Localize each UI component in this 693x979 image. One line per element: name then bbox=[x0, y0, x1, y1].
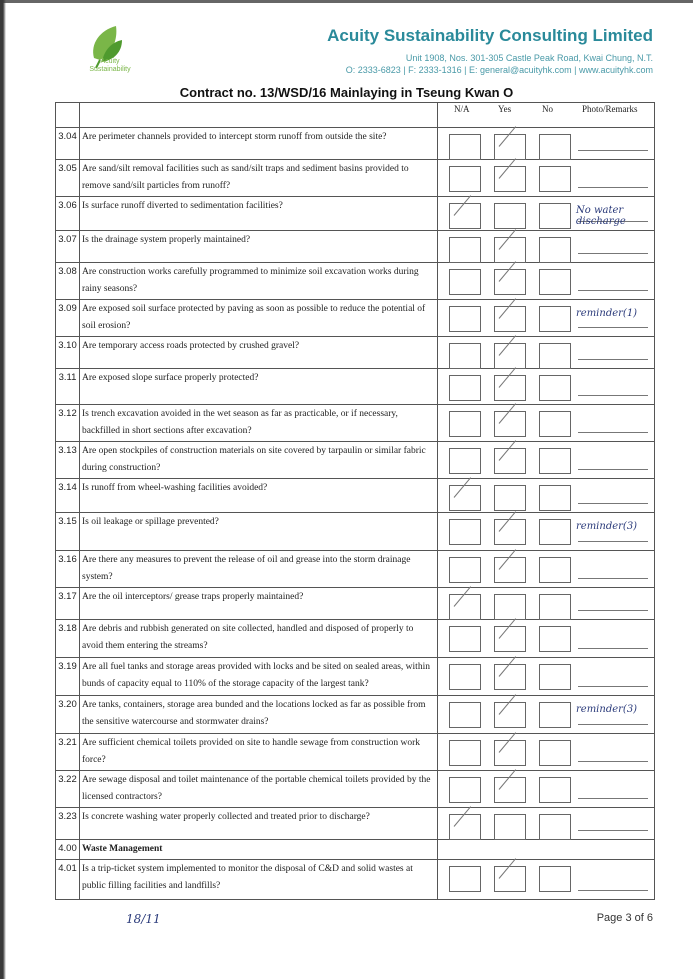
table-row bbox=[56, 128, 655, 160]
tick-mark-icon bbox=[495, 238, 525, 262]
item-question: Are all fuel tanks and storage areas provided with locks and be sited on sealed areas, within bunds of capacity equal to 110% of the storage capacity of the largest tank? bbox=[80, 658, 438, 696]
remarks-line bbox=[578, 541, 648, 542]
company-address bbox=[346, 52, 653, 76]
checkbox-yes[interactable] bbox=[494, 777, 526, 803]
item-number: 3.06 bbox=[56, 197, 80, 231]
checkbox-yes[interactable] bbox=[494, 866, 526, 892]
tick-mark-icon bbox=[495, 867, 525, 891]
remarks-line bbox=[578, 150, 648, 151]
item-number: 3.09 bbox=[56, 300, 80, 337]
checkbox-no[interactable] bbox=[539, 306, 571, 332]
checkbox-no[interactable] bbox=[539, 702, 571, 728]
item-question: Are exposed slope surface properly protected? bbox=[80, 369, 438, 405]
header-no: No bbox=[542, 104, 553, 114]
checkbox-yes[interactable] bbox=[494, 664, 526, 690]
checkbox-yes[interactable] bbox=[494, 343, 526, 369]
tick-mark-icon bbox=[450, 815, 480, 839]
logo-text-line-2: Sustainability bbox=[89, 66, 131, 73]
checkbox-no[interactable] bbox=[539, 664, 571, 690]
tick-mark-icon bbox=[495, 778, 525, 802]
remarks-line bbox=[578, 327, 648, 328]
header-num bbox=[56, 103, 80, 128]
page-number: Page 3 of 6 bbox=[596, 912, 653, 924]
answer-cell bbox=[438, 620, 655, 658]
table-row bbox=[56, 263, 655, 300]
scan-edge bbox=[0, 0, 693, 3]
logo-text bbox=[80, 58, 140, 74]
table-row bbox=[56, 479, 655, 513]
checkbox-na[interactable] bbox=[449, 664, 481, 690]
section-title: Waste Management bbox=[80, 840, 438, 860]
checkbox-no[interactable] bbox=[539, 485, 571, 511]
table-row bbox=[56, 588, 655, 620]
checkbox-na[interactable] bbox=[449, 375, 481, 401]
item-number: 3.04 bbox=[56, 128, 80, 160]
tick-mark-icon bbox=[450, 204, 480, 228]
tick-mark-icon bbox=[495, 703, 525, 727]
item-question: Is runoff from wheel-washing facilities avoided? bbox=[80, 479, 438, 513]
tick-mark-icon bbox=[495, 665, 525, 689]
checkbox-na[interactable] bbox=[449, 626, 481, 652]
table-row bbox=[56, 551, 655, 588]
answer-cell bbox=[438, 551, 655, 588]
checkbox-yes[interactable] bbox=[494, 134, 526, 160]
checkbox-na[interactable] bbox=[449, 134, 481, 160]
table-row bbox=[56, 231, 655, 263]
tick-mark-icon bbox=[495, 558, 525, 582]
remarks-line bbox=[578, 395, 648, 396]
tick-mark-icon bbox=[495, 376, 525, 400]
remarks-line bbox=[578, 761, 648, 762]
checkbox-no[interactable] bbox=[539, 557, 571, 583]
checkbox-na[interactable] bbox=[449, 702, 481, 728]
tick-mark-icon bbox=[450, 595, 480, 619]
item-question: Are sand/silt removal facilities such as sand/silt traps and sediment basins provided to remove sand/silt particles from runoff? bbox=[80, 160, 438, 197]
scan-shadow bbox=[0, 0, 20, 979]
checkbox-na[interactable] bbox=[449, 485, 481, 511]
checkbox-yes[interactable] bbox=[494, 740, 526, 766]
handwritten-remark: reminder(3) bbox=[576, 521, 638, 532]
item-question: Are the oil interceptors/ grease traps properly maintained? bbox=[80, 588, 438, 620]
item-number: 3.11 bbox=[56, 369, 80, 405]
item-number: 3.21 bbox=[56, 734, 80, 771]
table-row bbox=[56, 860, 655, 900]
contact-line: O: 2333-6823 | F: 2333-1316 | E: general@acuityhk.com | www.acuityhk.com bbox=[345, 65, 653, 75]
checkbox-yes[interactable] bbox=[494, 519, 526, 545]
table-row bbox=[56, 771, 655, 808]
item-number: 3.23 bbox=[56, 808, 80, 840]
checklist-table bbox=[55, 102, 655, 900]
answer-cell bbox=[438, 300, 655, 337]
answer-cell bbox=[438, 860, 655, 900]
checkbox-na[interactable] bbox=[449, 814, 481, 840]
tick-mark-icon bbox=[495, 412, 525, 436]
checkbox-na[interactable] bbox=[449, 519, 481, 545]
item-question: Are there any measures to prevent the release of oil and grease into the storm drainage system? bbox=[80, 551, 438, 588]
answer-cell bbox=[438, 808, 655, 840]
item-question: Is oil leakage or spillage prevented? bbox=[80, 513, 438, 551]
checkbox-yes[interactable] bbox=[494, 269, 526, 295]
answer-cell bbox=[438, 128, 655, 160]
table-row bbox=[56, 696, 655, 734]
answer-cell bbox=[438, 160, 655, 197]
tick-mark-icon bbox=[495, 270, 525, 294]
checkbox-no[interactable] bbox=[539, 626, 571, 652]
checkbox-yes[interactable] bbox=[494, 814, 526, 840]
checkbox-no[interactable] bbox=[539, 740, 571, 766]
table-row bbox=[56, 197, 655, 231]
remarks-line bbox=[578, 253, 648, 254]
checkbox-na[interactable] bbox=[449, 866, 481, 892]
table-row bbox=[56, 442, 655, 479]
handwritten-remark: reminder(1) bbox=[576, 308, 638, 319]
header-na: N/A bbox=[454, 104, 470, 114]
item-number: 4.00 bbox=[56, 840, 80, 860]
checkbox-na[interactable] bbox=[449, 411, 481, 437]
remarks-line bbox=[578, 610, 648, 611]
checkbox-no[interactable] bbox=[539, 375, 571, 401]
item-number: 3.07 bbox=[56, 231, 80, 263]
answer-cell bbox=[438, 369, 655, 405]
remarks-line bbox=[578, 724, 648, 725]
item-question: Is concrete washing water properly collected and treated prior to discharge? bbox=[80, 808, 438, 840]
item-number: 3.12 bbox=[56, 405, 80, 442]
checkbox-no[interactable] bbox=[539, 203, 571, 229]
remarks-line bbox=[578, 686, 648, 687]
item-question: Are sufficient chemical toilets provided on site to handle sewage from construction work force? bbox=[80, 734, 438, 771]
item-question: Is the drainage system properly maintained? bbox=[80, 231, 438, 263]
item-number: 3.08 bbox=[56, 263, 80, 300]
item-question: Are exposed soil surface protected by paving as soon as possible to reduce the potential of soil erosion? bbox=[80, 300, 438, 337]
item-question: Are tanks, containers, storage area bunded and the locations locked as far as possible from the sensitive watercourse and stormwater drains? bbox=[80, 696, 438, 734]
remarks-line bbox=[578, 830, 648, 831]
table-row bbox=[56, 337, 655, 369]
item-question: Are debris and rubbish generated on site collected, handled and disposed of properly to avoid them entering the streams? bbox=[80, 620, 438, 658]
checkbox-yes[interactable] bbox=[494, 702, 526, 728]
item-number: 3.13 bbox=[56, 442, 80, 479]
contract-title: Contract no. 13/WSD/16 Mainlaying in Tseung Kwan O bbox=[179, 85, 514, 100]
answer-cell bbox=[438, 734, 655, 771]
table-row bbox=[56, 734, 655, 771]
table-row bbox=[56, 808, 655, 840]
table-row bbox=[56, 160, 655, 197]
checkbox-na[interactable] bbox=[449, 166, 481, 192]
answer-cell bbox=[438, 658, 655, 696]
table-row bbox=[56, 620, 655, 658]
tick-mark-icon bbox=[495, 741, 525, 765]
checkbox-yes[interactable] bbox=[494, 166, 526, 192]
tick-mark-icon bbox=[495, 307, 525, 331]
header-remarks: Photo/Remarks bbox=[582, 104, 638, 114]
table-row bbox=[56, 369, 655, 405]
checkbox-no[interactable] bbox=[539, 448, 571, 474]
item-question: Is surface runoff diverted to sedimentation facilities? bbox=[80, 197, 438, 231]
table-row bbox=[56, 405, 655, 442]
checkbox-no[interactable] bbox=[539, 519, 571, 545]
tick-mark-icon bbox=[495, 449, 525, 473]
remarks-line bbox=[578, 798, 648, 799]
checkbox-yes[interactable] bbox=[494, 375, 526, 401]
checkbox-na[interactable] bbox=[449, 557, 481, 583]
checkbox-na[interactable] bbox=[449, 269, 481, 295]
item-number: 3.10 bbox=[56, 337, 80, 369]
handwritten-initials: 18/11 bbox=[126, 912, 161, 926]
checkbox-yes[interactable] bbox=[494, 237, 526, 263]
checkbox-no[interactable] bbox=[539, 411, 571, 437]
checkbox-yes[interactable] bbox=[494, 306, 526, 332]
answer-cell bbox=[438, 197, 655, 231]
answer-cell bbox=[438, 513, 655, 551]
checkbox-na[interactable] bbox=[449, 448, 481, 474]
tick-mark-icon bbox=[495, 135, 525, 159]
checkbox-no[interactable] bbox=[539, 134, 571, 160]
tick-mark-icon bbox=[495, 520, 525, 544]
item-question: Are temporary access roads protected by crushed gravel? bbox=[80, 337, 438, 369]
table-row bbox=[56, 513, 655, 551]
item-number: 3.19 bbox=[56, 658, 80, 696]
checkbox-no[interactable] bbox=[539, 269, 571, 295]
item-question: Are construction works carefully programmed to minimize soil excavation works during rainy seasons? bbox=[80, 263, 438, 300]
item-number: 4.01 bbox=[56, 860, 80, 900]
tick-mark-icon bbox=[495, 627, 525, 651]
checkbox-no[interactable] bbox=[539, 594, 571, 620]
checkbox-yes[interactable] bbox=[494, 411, 526, 437]
tick-mark-icon bbox=[495, 167, 525, 191]
checkbox-na[interactable] bbox=[449, 777, 481, 803]
item-number: 3.22 bbox=[56, 771, 80, 808]
remarks-line bbox=[578, 890, 648, 891]
tick-mark-icon bbox=[495, 344, 525, 368]
checkbox-no[interactable] bbox=[539, 814, 571, 840]
checkbox-no[interactable] bbox=[539, 866, 571, 892]
checkbox-yes[interactable] bbox=[494, 557, 526, 583]
checkbox-na[interactable] bbox=[449, 594, 481, 620]
handwritten-remark: reminder(3) bbox=[576, 704, 638, 715]
checkbox-yes[interactable] bbox=[494, 626, 526, 652]
checkbox-no[interactable] bbox=[539, 237, 571, 263]
checkbox-na[interactable] bbox=[449, 306, 481, 332]
item-question: Is trench excavation avoided in the wet season as far as practicable, or if necessary, backfilled in short sections after excavation? bbox=[80, 405, 438, 442]
section-row bbox=[56, 840, 655, 860]
answer-cell bbox=[438, 442, 655, 479]
item-number: 3.18 bbox=[56, 620, 80, 658]
answer-cell bbox=[438, 231, 655, 263]
remarks-line bbox=[578, 503, 648, 504]
table-row bbox=[56, 658, 655, 696]
answer-cell bbox=[438, 337, 655, 369]
logo-text-line-1: Acuity bbox=[100, 58, 120, 65]
header-yes: Yes bbox=[498, 104, 512, 114]
checkbox-yes[interactable] bbox=[494, 485, 526, 511]
address-line: Unit 1908, Nos. 301-305 Castle Peak Road, Kwai Chung, N.T. bbox=[405, 53, 653, 63]
answer-cell bbox=[438, 263, 655, 300]
checkbox-na[interactable] bbox=[449, 740, 481, 766]
item-number: 3.16 bbox=[56, 551, 80, 588]
item-number: 3.17 bbox=[56, 588, 80, 620]
item-question: Are perimeter channels provided to intercept storm runoff from outside the site? bbox=[80, 128, 438, 160]
item-question: Are sewage disposal and toilet maintenance of the portable chemical toilets provided by the licensed contractors? bbox=[80, 771, 438, 808]
item-number: 3.05 bbox=[56, 160, 80, 197]
remarks-line bbox=[578, 359, 648, 360]
answer-cell bbox=[438, 840, 655, 860]
company-name: Acuity Sustainability Consulting Limited bbox=[327, 26, 653, 45]
answer-cell bbox=[438, 405, 655, 442]
item-question: Is a trip-ticket system implemented to monitor the disposal of C&D and solid wastes at public filling facilities and landfills? bbox=[80, 860, 438, 900]
checkbox-no[interactable] bbox=[539, 777, 571, 803]
item-number: 3.15 bbox=[56, 513, 80, 551]
checkbox-no[interactable] bbox=[539, 343, 571, 369]
table-header-row bbox=[56, 103, 655, 128]
remarks-line bbox=[578, 648, 648, 649]
handwritten-remark: No water discharge bbox=[576, 205, 626, 227]
checkbox-na[interactable] bbox=[449, 237, 481, 263]
checkbox-no[interactable] bbox=[539, 166, 571, 192]
checkbox-na[interactable] bbox=[449, 343, 481, 369]
checkbox-yes[interactable] bbox=[494, 594, 526, 620]
tick-mark-icon bbox=[450, 486, 480, 510]
header-question bbox=[80, 103, 438, 128]
answer-cell bbox=[438, 771, 655, 808]
remarks-line bbox=[578, 187, 648, 188]
header-answers bbox=[438, 103, 655, 128]
item-number: 3.20 bbox=[56, 696, 80, 734]
remarks-line bbox=[578, 578, 648, 579]
answer-cell bbox=[438, 588, 655, 620]
item-question: Are open stockpiles of construction materials on site covered by tarpaulin or similar fabric during construction? bbox=[80, 442, 438, 479]
checkbox-na[interactable] bbox=[449, 203, 481, 229]
table-row bbox=[56, 300, 655, 337]
answer-cell bbox=[438, 696, 655, 734]
checkbox-yes[interactable] bbox=[494, 203, 526, 229]
answer-cell bbox=[438, 479, 655, 513]
remarks-line bbox=[578, 469, 648, 470]
item-number: 3.14 bbox=[56, 479, 80, 513]
checkbox-yes[interactable] bbox=[494, 448, 526, 474]
remarks-line bbox=[578, 432, 648, 433]
remarks-line bbox=[578, 290, 648, 291]
